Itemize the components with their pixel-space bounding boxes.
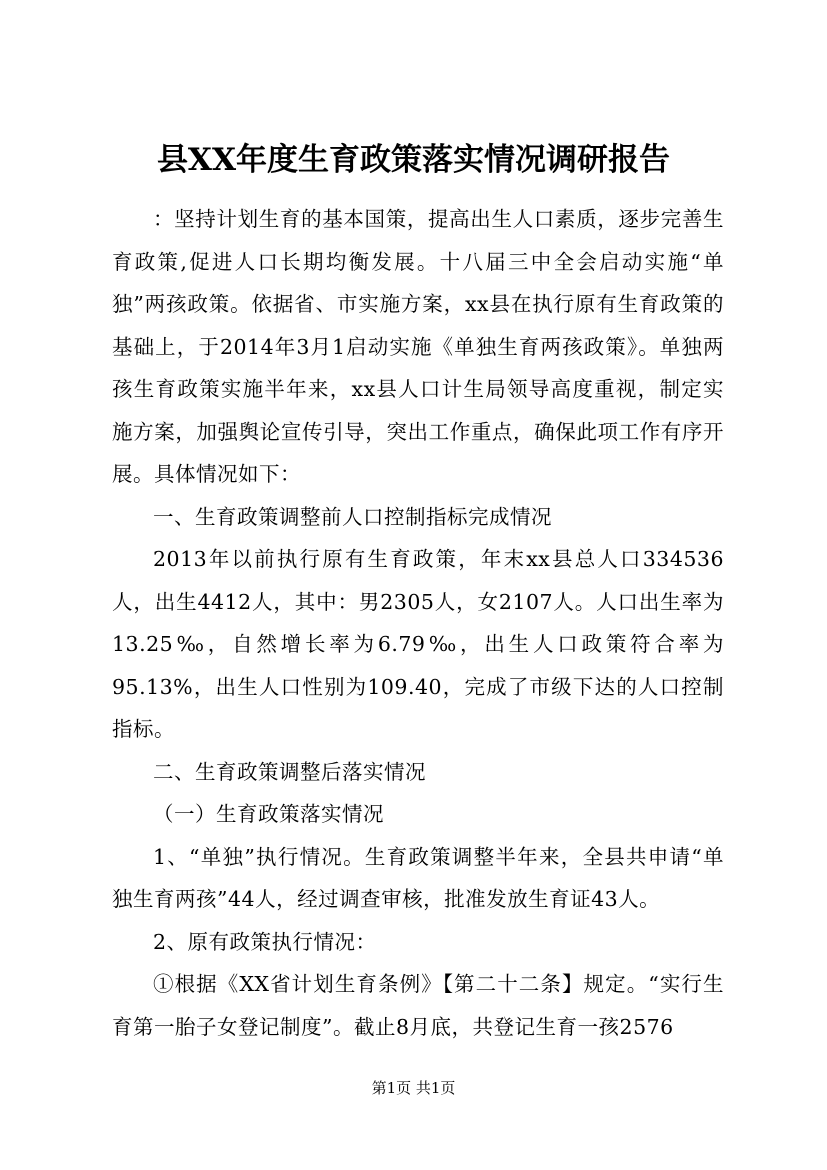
section-heading-2: 二、生育政策调整后落实情况 (153, 759, 426, 784)
paragraph-original-policy-heading: 2、原有政策执行情况： (153, 929, 377, 954)
section-heading-1: 一、生育政策调整前人口控制指标完成情况 (153, 504, 552, 529)
page-footer: 第1页 共1页 (371, 1079, 456, 1097)
paragraph-regulation: ①根据《XX省计划生育条例》【第二十二条】规定。“实行生育第一胎子女登记制度”。截止8月底，共登记生育一孩2576 (112, 972, 724, 1039)
document-body (112, 198, 724, 1048)
page-title: 县XX年度生育政策落实情况调研报告 (156, 142, 671, 178)
subsection-heading-1: （一）生育政策落实情况 (153, 802, 384, 826)
paragraph-before-adjustment: 2013年以前执行原有生育政策，年末xx县总人口334536人，出生4412人，其中：男2305人，女2107人。人口出生率为13.25‰，自然增长率为6.79‰，出生人口政策符合率为95.13%，出生人口性别为109.40，完成了市级下达的人口控制指标。 (112, 547, 724, 741)
paragraph-intro: ：坚持计划生育的基本国策，提高出生人口素质，逐步完善生育政策,促进人口长期均衡发展。十八届三中全会启动实施“单独”两孩政策。依据省、市实施方案，xx县在执行原有生育政策的基础上，于2014年3月1启动实施《单独生育两孩政策》。单独两孩生育政策实施半年来，xx县人口计生局领导高度重视，制定实施方案，加强舆论宣传引导，突出工作重点，确保此项工作有序开展。具体情况如下： (112, 207, 724, 486)
paragraph-single-child: 1、“单独”执行情况。生育政策调整半年来，全县共申请“单独生育两孩”44人，经过调查审核，批准发放生育证43人。 (112, 844, 724, 911)
